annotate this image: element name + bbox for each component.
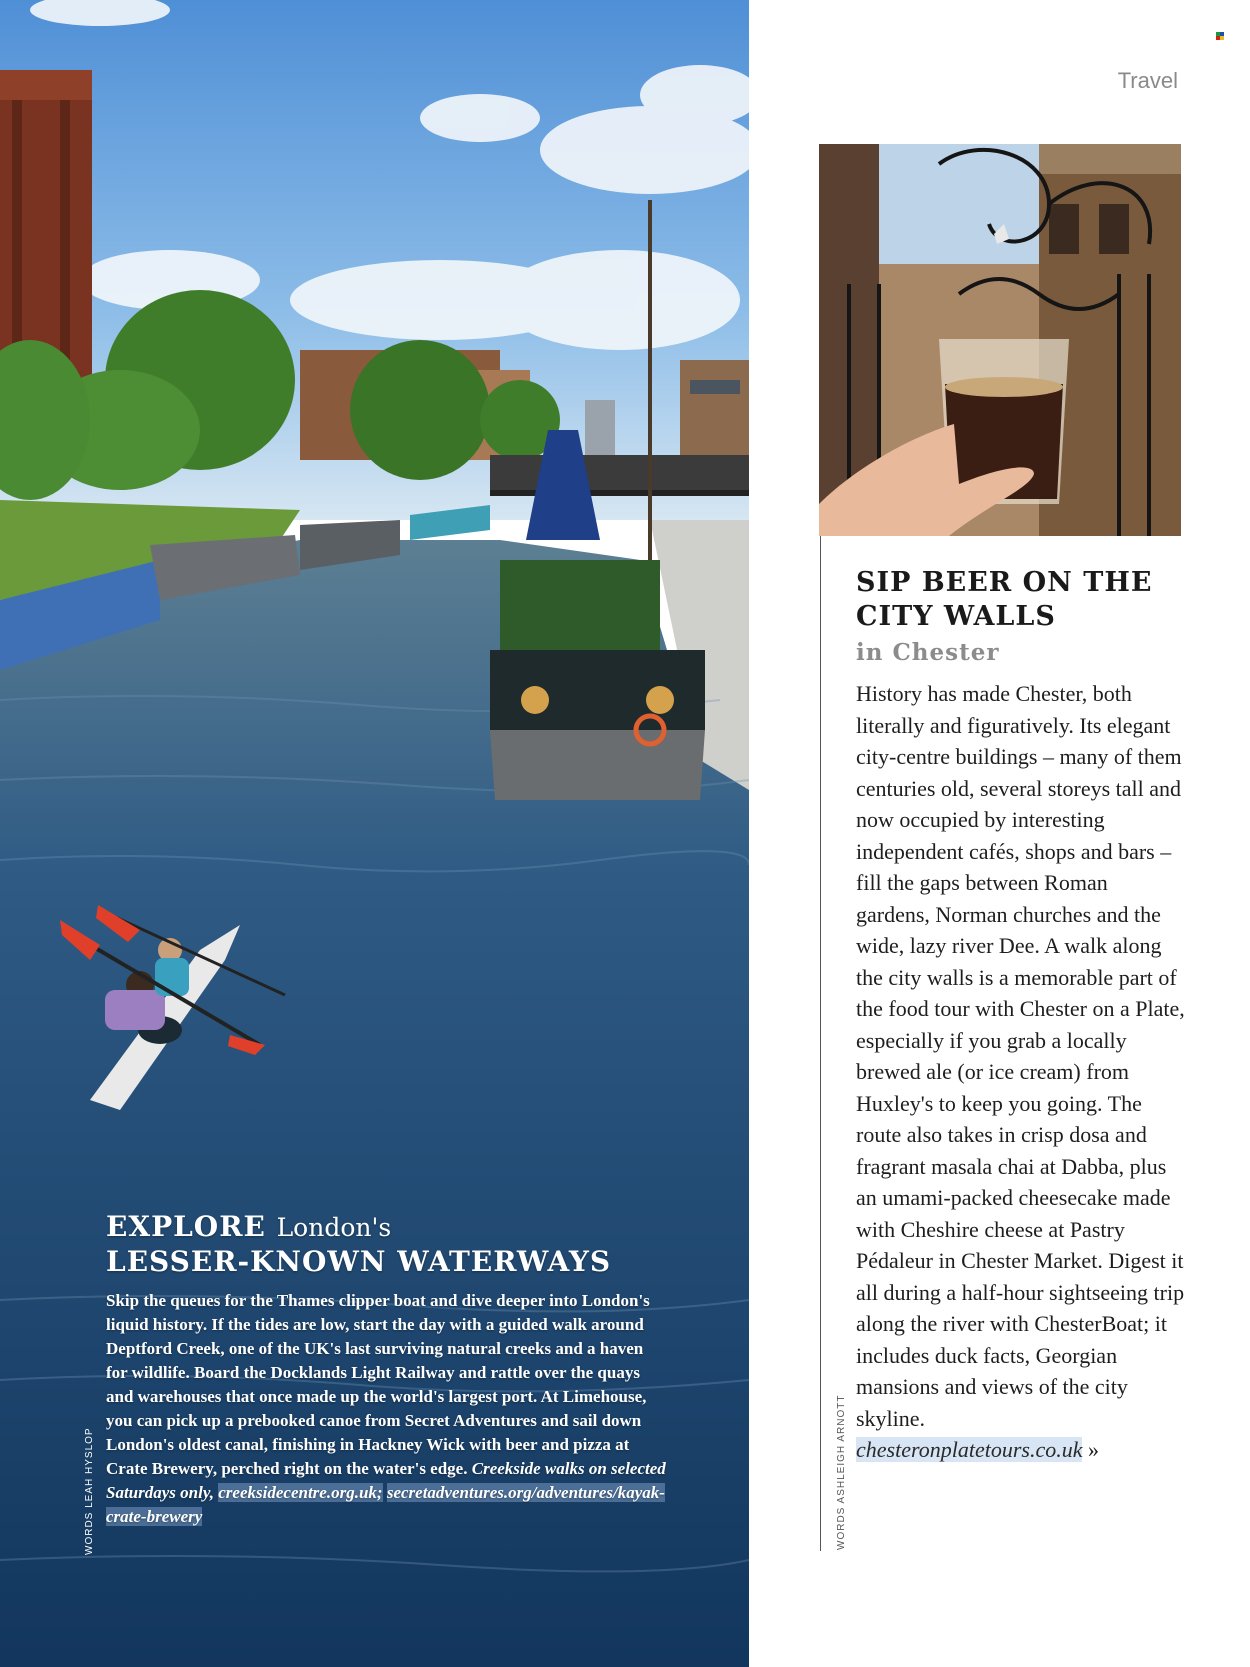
explore-heading-line2: LESSER-KNOWN WATERWAYS <box>106 1245 612 1278</box>
chester-body-text: History has made Chester, both literally and figuratively. Its elegant city-centre buildings – many of them centuries old, several storeys tall and now occupied by interesting independent cafés, shops and bars – fill the gaps between Roman gardens, Norman churches and the wide, lazy river Dee. A walk along the city walls is a memorable part of the food tour with Chester on a Plate, especially if you grab a locally brewed ale (or ice cream) from Huxley's to keep you going. The route also takes in crisp dosa and fragrant masala chai at Dabba, plus an umami-packed cheesecake made with Cheshire cheese at Pastry Pédaleur in Chester Market. Digest it all during a half-hour sightseeing trip along the river with ChesterBoat; it includes duck facts, Georgian mansions and views of the city skyline. <box>856 681 1185 1431</box>
credit-right <box>836 1394 850 1550</box>
credit-right-text: WORDS ASHLEIGH ARNOTT <box>836 1394 847 1550</box>
credit-left-text: WORDS LEAH HYSLOP <box>84 1427 95 1555</box>
chester-illustration <box>819 144 1181 536</box>
creekside-link[interactable]: creeksidecentre.org.uk; <box>218 1483 383 1502</box>
chester-tours-link[interactable]: chesteronplatetours.co.uk <box>856 1437 1083 1462</box>
secret-adventures-link[interactable]: secretadventures.org/adventures/kayak-crate-brewery <box>106 1483 665 1526</box>
chester-title: SIP BEER ON THE CITY WALLS <box>856 567 1153 632</box>
explore-heading <box>106 1210 666 1279</box>
explore-heading-light: London's <box>276 1213 392 1242</box>
credit-left <box>84 1427 98 1555</box>
explore-feature <box>106 1210 666 1529</box>
column-rule <box>820 536 821 1551</box>
chester-subtitle: in Chester <box>856 639 1000 666</box>
rail-bridge <box>490 455 749 493</box>
explore-note: Creekside walks on selected Saturdays only, <box>106 1459 666 1502</box>
chester-body <box>856 678 1186 1466</box>
modern-block <box>680 360 749 470</box>
explore-heading-bold: EXPLORE <box>106 1210 266 1243</box>
chester-feature <box>856 566 1186 1466</box>
explore-body <box>106 1289 666 1529</box>
explore-body-text: Skip the queues for the Thames clipper boat and dive deeper into London's liquid history. If the tides are low, start the day with a guided walk around Deptford Creek, one of the UK's last surviving natural creeks and a haven for wildlife. Board the Docklands Light Railway and rattle over the quays and warehouses that once made up the world's largest port. At Limehouse, you can pick up a prebooked canoe from Secret Adventures and sail down London's oldest canal, finishing in Hackney Wick with beer and pizza at Crate Brewery, perched right on the water's edge. <box>106 1291 650 1478</box>
colour-registration-mark <box>1216 32 1225 41</box>
chester-beer-photo <box>819 144 1181 536</box>
section-label: Travel <box>1117 68 1178 93</box>
chester-link-suffix: » <box>1082 1437 1099 1462</box>
